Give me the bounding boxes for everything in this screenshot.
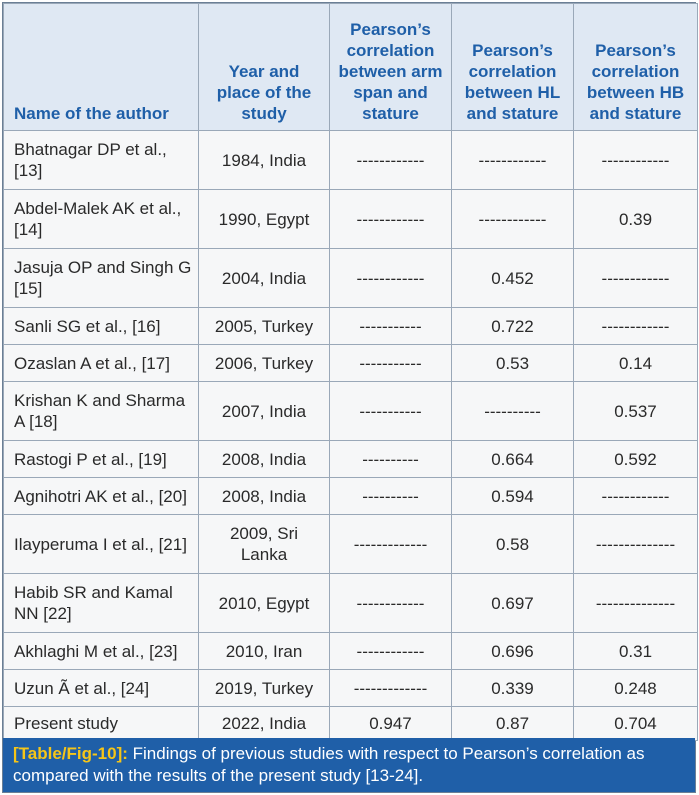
cell-hb: 0.704 (574, 707, 698, 741)
cell-name: Bhatnagar DP et al., [13] (4, 131, 199, 190)
cell-hl: 0.339 (452, 670, 574, 707)
cell-name: Habib SR and Kamal NN [22] (4, 574, 199, 633)
cell-hl: ------------ (452, 190, 574, 249)
table-row (4, 308, 698, 345)
cell-year: 1984, India (199, 131, 330, 190)
cell-year: 2007, India (199, 382, 330, 441)
table-row (4, 633, 698, 670)
cell-hl: 0.664 (452, 441, 574, 478)
cell-arm: ------------- (330, 670, 452, 707)
cell-hl: 0.87 (452, 707, 574, 741)
cell-arm: ----------- (330, 308, 452, 345)
cell-hb: ------------ (574, 249, 698, 308)
cell-year: 1990, Egypt (199, 190, 330, 249)
cell-year: 2022, India (199, 707, 330, 741)
cell-hl: 0.697 (452, 574, 574, 633)
cell-arm: ----------- (330, 382, 452, 441)
cell-arm: ------------ (330, 633, 452, 670)
header-arm-span: Pearson’s correlation between arm span and stature (330, 4, 452, 131)
cell-year: 2008, India (199, 478, 330, 515)
cell-name: Uzun Ã et al., [24] (4, 670, 199, 707)
cell-hb: ------------ (574, 478, 698, 515)
cell-hb: 0.592 (574, 441, 698, 478)
cell-arm: ------------ (330, 190, 452, 249)
table-row (4, 574, 698, 633)
cell-arm: 0.947 (330, 707, 452, 741)
cell-arm: ------------ (330, 574, 452, 633)
table-row (4, 131, 698, 190)
caption-label: [Table/Fig-10]: (13, 744, 128, 763)
cell-name: Present study (4, 707, 199, 741)
cell-hb: -------------- (574, 515, 698, 574)
header-row (4, 4, 698, 131)
cell-year: 2008, India (199, 441, 330, 478)
cell-arm: ------------ (330, 131, 452, 190)
table-row (4, 345, 698, 382)
cell-name: Krishan K and Sharma A [18] (4, 382, 199, 441)
cell-hl: 0.722 (452, 308, 574, 345)
cell-hb: 0.248 (574, 670, 698, 707)
correlation-table (3, 3, 698, 741)
figure-caption (3, 738, 695, 792)
cell-year: 2004, India (199, 249, 330, 308)
cell-hl: 0.53 (452, 345, 574, 382)
cell-year: 2005, Turkey (199, 308, 330, 345)
cell-arm: ---------- (330, 478, 452, 515)
cell-arm: ------------ (330, 249, 452, 308)
cell-name: Agnihotri AK et al., [20] (4, 478, 199, 515)
table-row (4, 190, 698, 249)
cell-hl: 0.594 (452, 478, 574, 515)
cell-name: Rastogi P et al., [19] (4, 441, 199, 478)
cell-year: 2019, Turkey (199, 670, 330, 707)
header-year: Year and place of the study (199, 4, 330, 131)
cell-hb: ------------ (574, 308, 698, 345)
cell-year: 2010, Iran (199, 633, 330, 670)
table-row (4, 707, 698, 741)
cell-hl: 0.452 (452, 249, 574, 308)
cell-name: Ilayperuma I et al., [21] (4, 515, 199, 574)
cell-hb: 0.14 (574, 345, 698, 382)
cell-name: Akhlaghi M et al., [23] (4, 633, 199, 670)
cell-name: Ozaslan A et al., [17] (4, 345, 199, 382)
cell-hl: 0.58 (452, 515, 574, 574)
cell-year: 2009, Sri Lanka (199, 515, 330, 574)
cell-year: 2010, Egypt (199, 574, 330, 633)
cell-arm: ------------- (330, 515, 452, 574)
cell-name: Abdel-Malek AK et al., [14] (4, 190, 199, 249)
cell-hl: 0.696 (452, 633, 574, 670)
cell-hb: 0.39 (574, 190, 698, 249)
table-row (4, 382, 698, 441)
caption-text: Findings of previous studies with respect to Pearson’s correlation as compared with the results of the present study [13-24]. (13, 744, 645, 785)
table-row (4, 515, 698, 574)
table-row (4, 670, 698, 707)
table-row (4, 441, 698, 478)
cell-arm: ---------- (330, 441, 452, 478)
cell-hb: -------------- (574, 574, 698, 633)
cell-hl: ------------ (452, 131, 574, 190)
header-name: Name of the author (4, 4, 199, 131)
cell-name: Sanli SG et al., [16] (4, 308, 199, 345)
cell-hb: ------------ (574, 131, 698, 190)
header-hb: Pearson’s correlation between HB and stature (574, 4, 698, 131)
cell-hl: ---------- (452, 382, 574, 441)
cell-year: 2006, Turkey (199, 345, 330, 382)
table-figure (2, 2, 696, 793)
header-hl: Pearson’s correlation between HL and stature (452, 4, 574, 131)
table-row (4, 249, 698, 308)
table-row (4, 478, 698, 515)
cell-name: Jasuja OP and Singh G [15] (4, 249, 199, 308)
cell-arm: ----------- (330, 345, 452, 382)
cell-hb: 0.31 (574, 633, 698, 670)
cell-hb: 0.537 (574, 382, 698, 441)
